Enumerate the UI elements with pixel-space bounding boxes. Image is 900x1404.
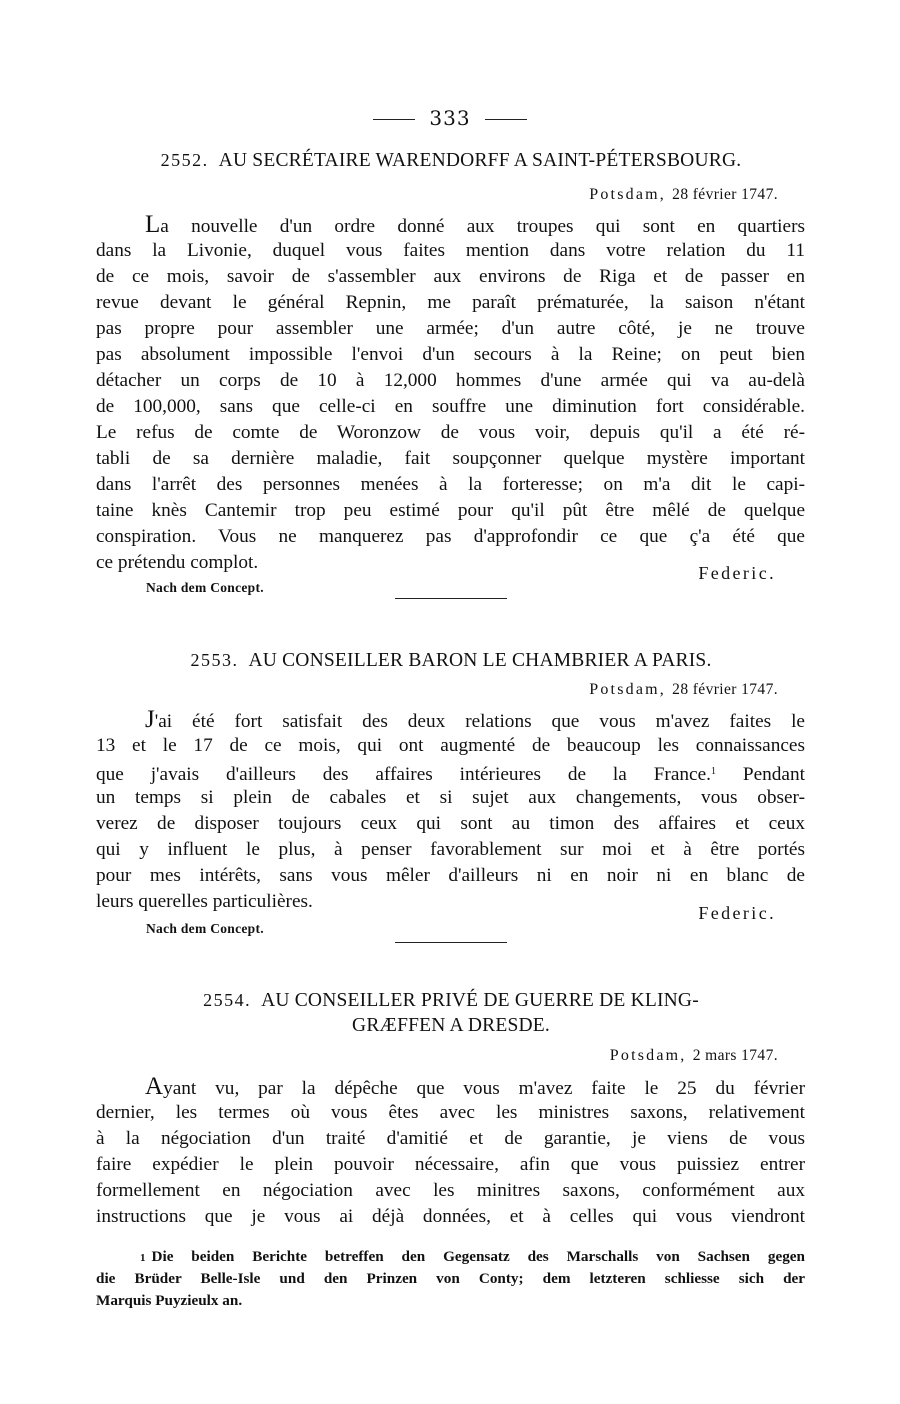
body-line — [145, 707, 805, 733]
footnote-text: Die beiden Berichte betreffen den Gegensatz des Marschalls von Sachsen gegen — [151, 1248, 805, 1265]
section-divider — [395, 598, 507, 599]
body-line: verez de disposer toujours ceux qui sont au timon des affaires et ceux — [96, 813, 805, 834]
body-line: conspiration. Vous ne manquerez pas d'approfondir ce que ç'a été que — [96, 526, 805, 547]
dateline-place: Potsdam, — [589, 681, 666, 698]
letter-heading-text: GRÆFFEN A DRESDE. — [352, 1015, 550, 1036]
signature-2552: Federic. — [698, 563, 776, 583]
body-line-rest: 'ai été fort satisfait des deux relations que vous m'avez faites le — [154, 711, 805, 732]
dateline-place: Potsdam, — [589, 186, 666, 203]
dateline-date: 28 février 1747. — [672, 681, 778, 698]
footnote-line — [140, 1246, 805, 1268]
letter-heading-2554-continued — [96, 1012, 806, 1040]
letter-heading-2553 — [96, 646, 806, 675]
dateline-date: 2 mars 1747. — [692, 1047, 778, 1064]
drop-initial: J — [145, 706, 155, 733]
letter-number: 2552. — [160, 150, 209, 170]
body-line-rest: a nouvelle d'un ordre donné aux troupes qui sont en quartiers — [160, 216, 805, 237]
body-line: dans l'arrêt des personnes menées à la forteresse; on m'a dit le capi- — [96, 474, 805, 495]
letter-heading-2554 — [96, 986, 806, 1015]
body-line: un temps si plein de cabales et si sujet aux changements, vous obser- — [96, 787, 805, 808]
footnote-reference: 1 — [711, 766, 716, 777]
body-line: de ce mois, savoir de s'assembler aux environs de Riga et de passer en — [96, 266, 805, 287]
letter-heading-text: AU CONSEILLER BARON LE CHAMBRIER A PARIS. — [248, 650, 712, 671]
body-line: leurs querelles particulières. — [96, 891, 313, 912]
body-line: pas absolument impossible l'envoi d'un secours à la Reine; on peut bien — [96, 344, 805, 365]
section-divider — [395, 942, 507, 943]
body-line — [145, 212, 805, 238]
body-line: pour mes intérêts, sans vous mêler d'ailleurs ni en noir ni en blanc de — [96, 865, 805, 886]
footnote-line: die Brüder Belle-Isle und den Prinzen von Conty; dem letzteren schliesse sich der — [96, 1270, 805, 1287]
letter-number: 2554. — [203, 990, 252, 1010]
body-line: à la négociation d'un traité d'amitié et de garantie, je viens de vous — [96, 1128, 805, 1149]
body-line: que j'avais d'ailleurs des affaires intérieures de la France.$^1$ Pendant — [96, 764, 805, 785]
body-line: formellement en négociation avec les minitres saxons, conformément aux — [96, 1180, 805, 1201]
drop-initial: L — [145, 211, 161, 238]
body-line: détacher un corps de 10 à 12,000 hommes d'une armée qui va au-delà — [96, 370, 805, 391]
letter-heading-text: AU CONSEILLER PRIVÉ DE GUERRE DE KLING- — [261, 990, 699, 1011]
body-line: instructions que je vous ai déjà données, et à celles qui vous viendront — [96, 1206, 805, 1227]
letter-heading-text: AU SECRÉTAIRE WARENDORFF A SAINT-PÉTERSBOURG. — [218, 150, 742, 171]
body-line: tabli de sa dernière maladie, fait soupçonner quelque mystère important — [96, 448, 805, 469]
letter-number: 2553. — [190, 650, 239, 670]
source-note-2552: Nach dem Concept. — [146, 580, 264, 595]
dateline-place: Potsdam, — [609, 1047, 687, 1064]
body-line: faire expédier le plein pouvoir nécessaire, afin que vous puissiez entrer — [96, 1154, 805, 1175]
body-line: revue devant le général Repnin, me paraît prématurée, la saison n'étant — [96, 292, 805, 313]
dateline-2552 — [589, 186, 778, 204]
footnote-line: Marquis Puyzieulx an. — [96, 1292, 243, 1309]
letter-heading-2552 — [96, 146, 806, 175]
body-line: pas propre pour assembler une armée; d'un autre côté, je ne trouve — [96, 318, 805, 339]
page-number-text: 333 — [429, 106, 471, 130]
body-line: ce prétendu complot. — [96, 552, 259, 573]
dateline-2554 — [610, 1047, 778, 1065]
dateline-2553 — [589, 681, 778, 699]
body-line — [145, 1074, 805, 1100]
page-number-dash-right — [485, 119, 527, 120]
body-line: qui y influent le plus, à penser favorablement sur moi et à être portés — [96, 839, 805, 860]
body-line: dernier, les termes où vous êtes avec les ministres saxons, relativement — [96, 1102, 805, 1123]
page-number — [0, 106, 900, 130]
drop-initial: A — [145, 1073, 164, 1100]
body-line: taine knès Cantemir trop peu estimé pour qu'il pût être mêlé de quelque — [96, 500, 805, 521]
body-line: dans la Livonie, duquel vous faites mention dans votre relation du 11 — [96, 240, 805, 261]
body-line: 13 et le 17 de ce mois, qui ont augmenté de beaucoup les connaissances — [96, 735, 805, 756]
dateline-date: 28 février 1747. — [672, 186, 778, 203]
body-line-rest: yant vu, par la dépêche que vous m'avez faite le 25 du février — [163, 1078, 805, 1099]
source-note-2553: Nach dem Concept. — [146, 921, 264, 936]
body-line: de 100,000, sans que celle-ci en souffre une diminution fort considérable. — [96, 396, 805, 417]
page-number-dash-left — [373, 119, 415, 120]
signature-2553: Federic. — [698, 903, 776, 923]
body-line: Le refus de comte de Woronzow de vous voir, depuis qu'il a été ré- — [96, 422, 805, 443]
footnote-mark: 1 — [140, 1252, 146, 1264]
